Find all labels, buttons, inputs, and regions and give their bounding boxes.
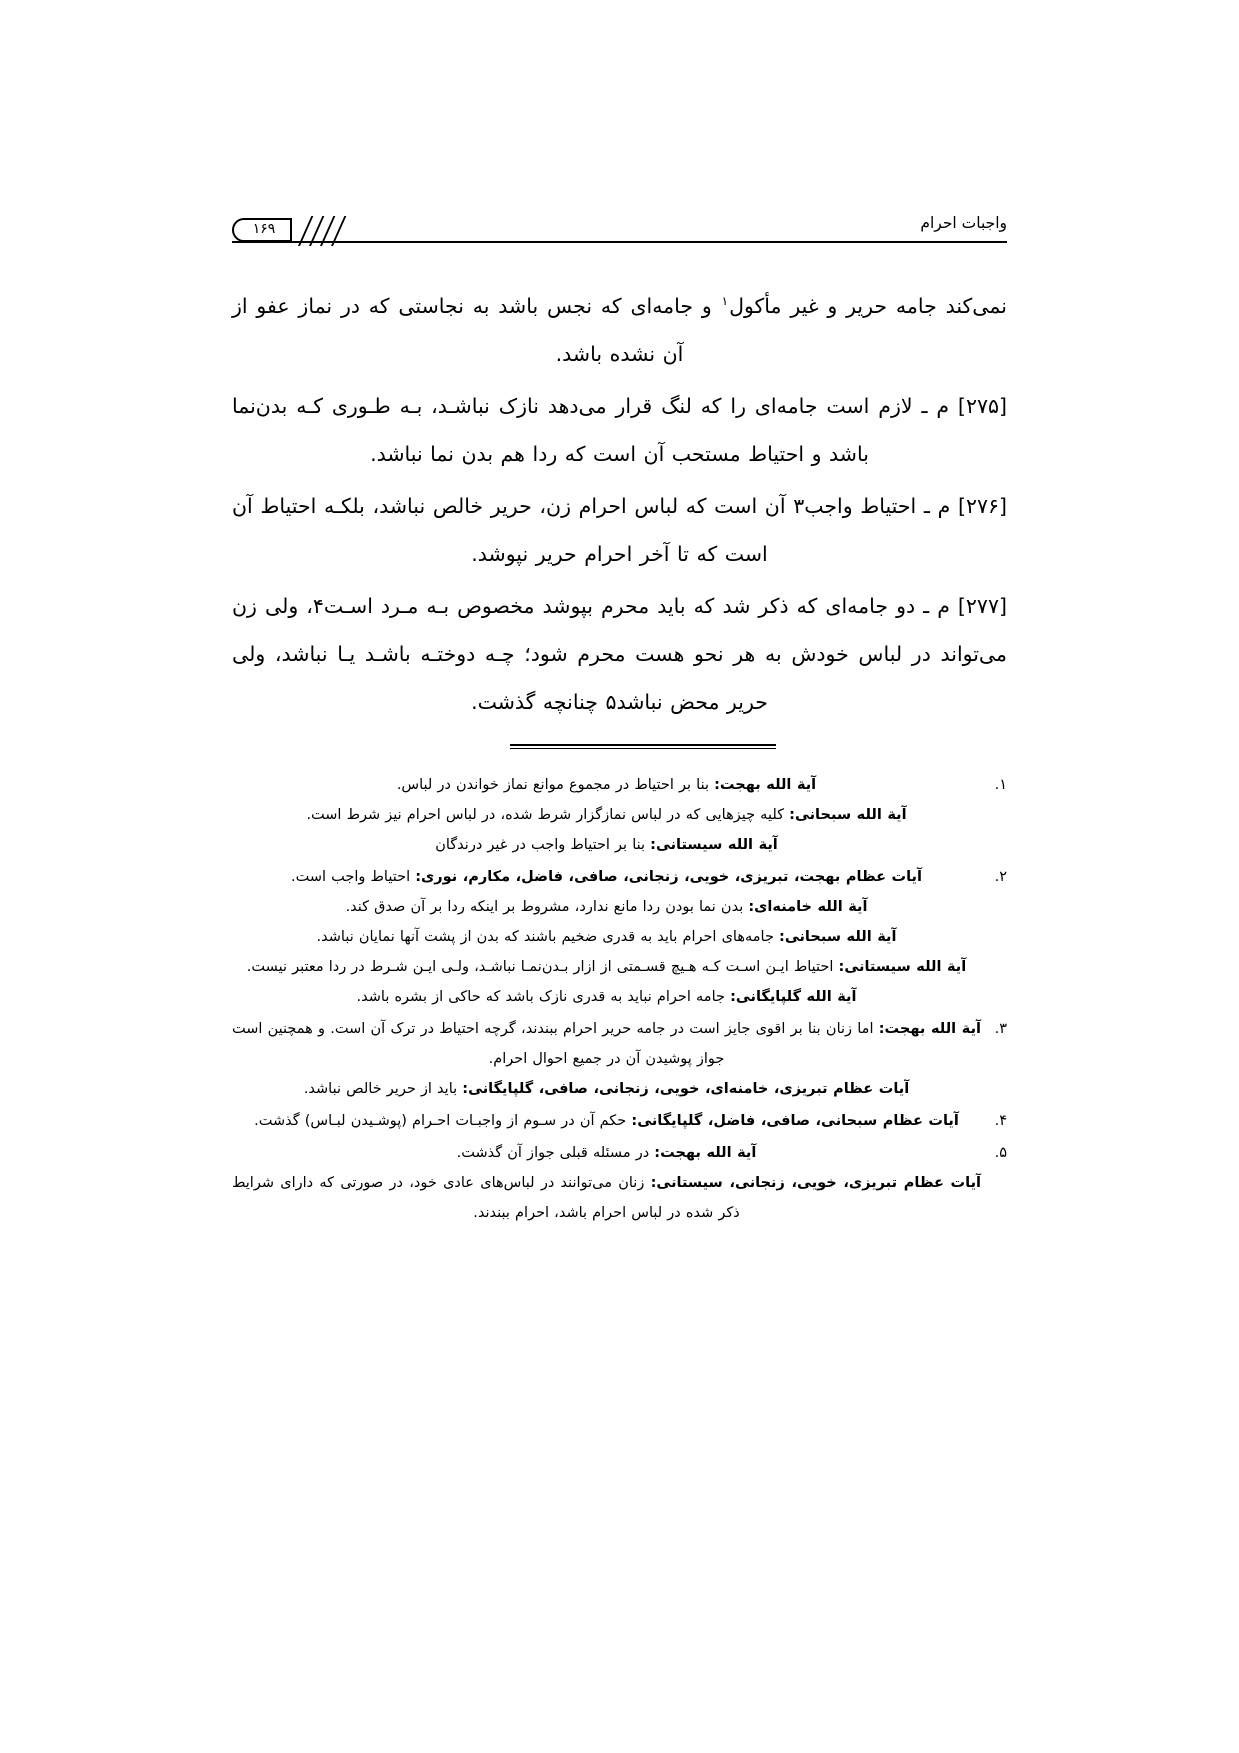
footnote-entry — [232, 862, 981, 892]
footnote-number: ۴. — [994, 1113, 1007, 1129]
paragraph-276-text: احتیاط واجب۳ آن است که لباس احرام زن، حریر خالص نباشد، بلکـه احتیاط آن است که تا آخر احرام حریر نپوشد. — [232, 494, 917, 566]
footnotes-section — [232, 770, 1007, 1228]
paragraph-277-marker: [۲۷۷] م — [937, 594, 1007, 618]
running-head — [232, 208, 1007, 252]
footnote-text: بنا بر احتیاط در مجموع موانع نماز خواندن در لباس. — [396, 777, 709, 793]
footnote-separator-wrap — [232, 744, 1007, 756]
footnote-text: احتیاط واجب است. — [291, 869, 411, 885]
footnote-text: احتیاط ایـن اسـت کـه هـیچ قسـمتی از ازار بـدن‌نمـا نباشـد، ولـی ایـن شـرط در ردا معتبر نیست. — [246, 959, 834, 975]
footnote-authority: آیات عظام تبریزی، خامنه‌ای، خویی، زنجانی، صافی، گلپایگانی: — [462, 1081, 910, 1097]
paragraph-275 — [232, 382, 1007, 478]
paragraph-continued-part3: از آن نشده باشد. — [232, 294, 684, 366]
paragraph-277 — [232, 582, 1007, 726]
footnote-number: ۱. — [994, 777, 1007, 793]
paragraph-275-dash: ـ — [921, 394, 928, 418]
paragraph-continued-part1: نمی‌کند جامه حریر و غیر مأکول — [729, 294, 1007, 318]
footnote-authority: آیات عظام بهجت، تبریزی، خویی، زنجانی، صافی، فاضل، مکارم، نوری: — [415, 869, 922, 885]
paragraph-275-text: لازم است جامه‌ای را که لنگ قرار می‌دهد نازک نباشـد، بـه طـوری کـه بدن‌نما باشد و احتیاط مستحب آن است که ردا هم بدن نما نباشد. — [232, 394, 913, 466]
footnote-text: بدن نما بودن ردا مانع ندارد، مشروط بر اینکه ردا بر آن صدق کند. — [345, 899, 744, 915]
footnote-authority: آیة الله بهجت: — [878, 1021, 982, 1037]
page-number-pill — [232, 218, 292, 242]
paragraph-276-marker: [۲۷۶] م — [937, 494, 1007, 518]
footnote-entry — [232, 1014, 981, 1074]
footnote-body — [232, 1138, 981, 1228]
footnote-entry — [232, 982, 981, 1012]
footnote-entry — [232, 830, 981, 860]
page-content — [232, 208, 1007, 1230]
footnote-ref-1: ۱ — [721, 294, 729, 309]
body-text — [232, 282, 1007, 726]
footnote-entry — [232, 800, 981, 830]
footnote-authority: آیة الله سبحانی: — [779, 929, 897, 945]
footnote-separator — [510, 744, 776, 746]
footnote-authority: آیة الله سیستانی: — [650, 837, 778, 853]
paragraph-continued-part2: و جامه‌ای که نجس باشد به نجاستی که در نماز عفو — [256, 294, 712, 318]
footnote-item — [232, 1138, 1007, 1228]
footnote-body — [232, 1014, 981, 1104]
paragraph-277-text: دو جامه‌ای که ذکر شد که باید محرم بپوشد مخصوص بـه مـرد اسـت۴، ولی زن می‌تواند در لباس خودش به هر نحو هست محرم شود؛ چـه دوختـه باشـد یـا نباشد، ولی حریر محض نباشد۵ چنانچه گذشت. — [232, 594, 1007, 714]
footnote-entry — [232, 1074, 981, 1104]
footnote-text: باید از حریر خالص نباشد. — [303, 1081, 458, 1097]
footnote-text: جامه احرام نباید به قدری نازک باشد که حاکی از بشره باشد. — [356, 989, 725, 1005]
footnote-text: در مسئله قبلی جواز آن گذشت. — [456, 1145, 650, 1161]
footnote-entry — [232, 892, 981, 922]
paragraph-276 — [232, 482, 1007, 578]
footnote-authority: آیة الله سیستانی: — [838, 959, 967, 975]
header-divider — [232, 241, 1007, 243]
footnote-item — [232, 1106, 1007, 1136]
footnote-entry — [232, 1106, 981, 1136]
decorative-slashes-icon — [292, 217, 344, 243]
footnote-item — [232, 862, 1007, 1012]
footnote-text: اما زنان بنا بر اقوی جایز است در جامه حریر احرام ببندند، گرچه احتیاط در ترک آن است. و همچنین است جواز پوشیدن آن در جمیع احوال احرام. — [232, 1021, 874, 1067]
footnote-entry — [232, 1138, 981, 1168]
page-number-badge — [232, 216, 332, 244]
footnote-authority: آیة الله بهجت: — [714, 777, 817, 793]
footnote-body — [232, 1106, 981, 1136]
footnote-entry — [232, 922, 981, 952]
paragraph-275-marker: [۲۷۵] م — [936, 394, 1007, 418]
footnote-entry — [232, 1168, 981, 1228]
footnote-authority: آیة الله خامنه‌ای: — [748, 899, 868, 915]
footnote-number: ۲. — [994, 869, 1007, 885]
footnote-text: بنا بر احتیاط واجب در غیر درندگان — [435, 837, 646, 853]
paragraph-277-dash: ـ — [923, 594, 930, 618]
paragraph-276-dash: ـ — [923, 494, 930, 518]
footnote-item — [232, 770, 1007, 860]
footnote-text: حکم آن در سـوم از واجبـات احـرام (پوشـیدن لبـاس) گذشت. — [254, 1113, 627, 1129]
footnote-authority: آیة الله بهجت: — [654, 1145, 757, 1161]
footnote-text: جامه‌های احرام باید به قدری ضخیم باشند که بدن از پشت آنها نمایان نباشد. — [316, 929, 774, 945]
footnote-body — [232, 770, 981, 860]
footnote-authority: آیة الله سبحانی: — [789, 807, 907, 823]
footnote-number: ۳. — [994, 1021, 1007, 1037]
footnote-entry — [232, 770, 981, 800]
paragraph-continued — [232, 282, 1007, 378]
footnote-body — [232, 862, 981, 1012]
footnote-entry — [232, 952, 981, 982]
footnote-text: زنان می‌توانند در لباس‌های عادی خود، در صورتی که دارای شرایط ذکر شده در لباس احرام باشد، احرام ببندند. — [232, 1175, 740, 1221]
footnote-number: ۵. — [994, 1145, 1007, 1161]
page-number: ۱۶۹ — [252, 221, 276, 237]
running-head-title: واجبات احرام — [920, 214, 1007, 232]
footnote-authority: آیات عظام سبحانی، صافی، فاضل، گلپایگانی: — [631, 1113, 959, 1129]
footnote-item — [232, 1014, 1007, 1104]
footnote-authority: آیات عظام تبریزی، خویی، زنجانی، سیستانی: — [650, 1175, 981, 1191]
footnote-text: کلیه چیزهایی که در لباس نمازگزار شرط شده، در لباس احرام نیز شرط است. — [306, 807, 785, 823]
footnote-authority: آیة الله گلپایگانی: — [730, 989, 857, 1005]
